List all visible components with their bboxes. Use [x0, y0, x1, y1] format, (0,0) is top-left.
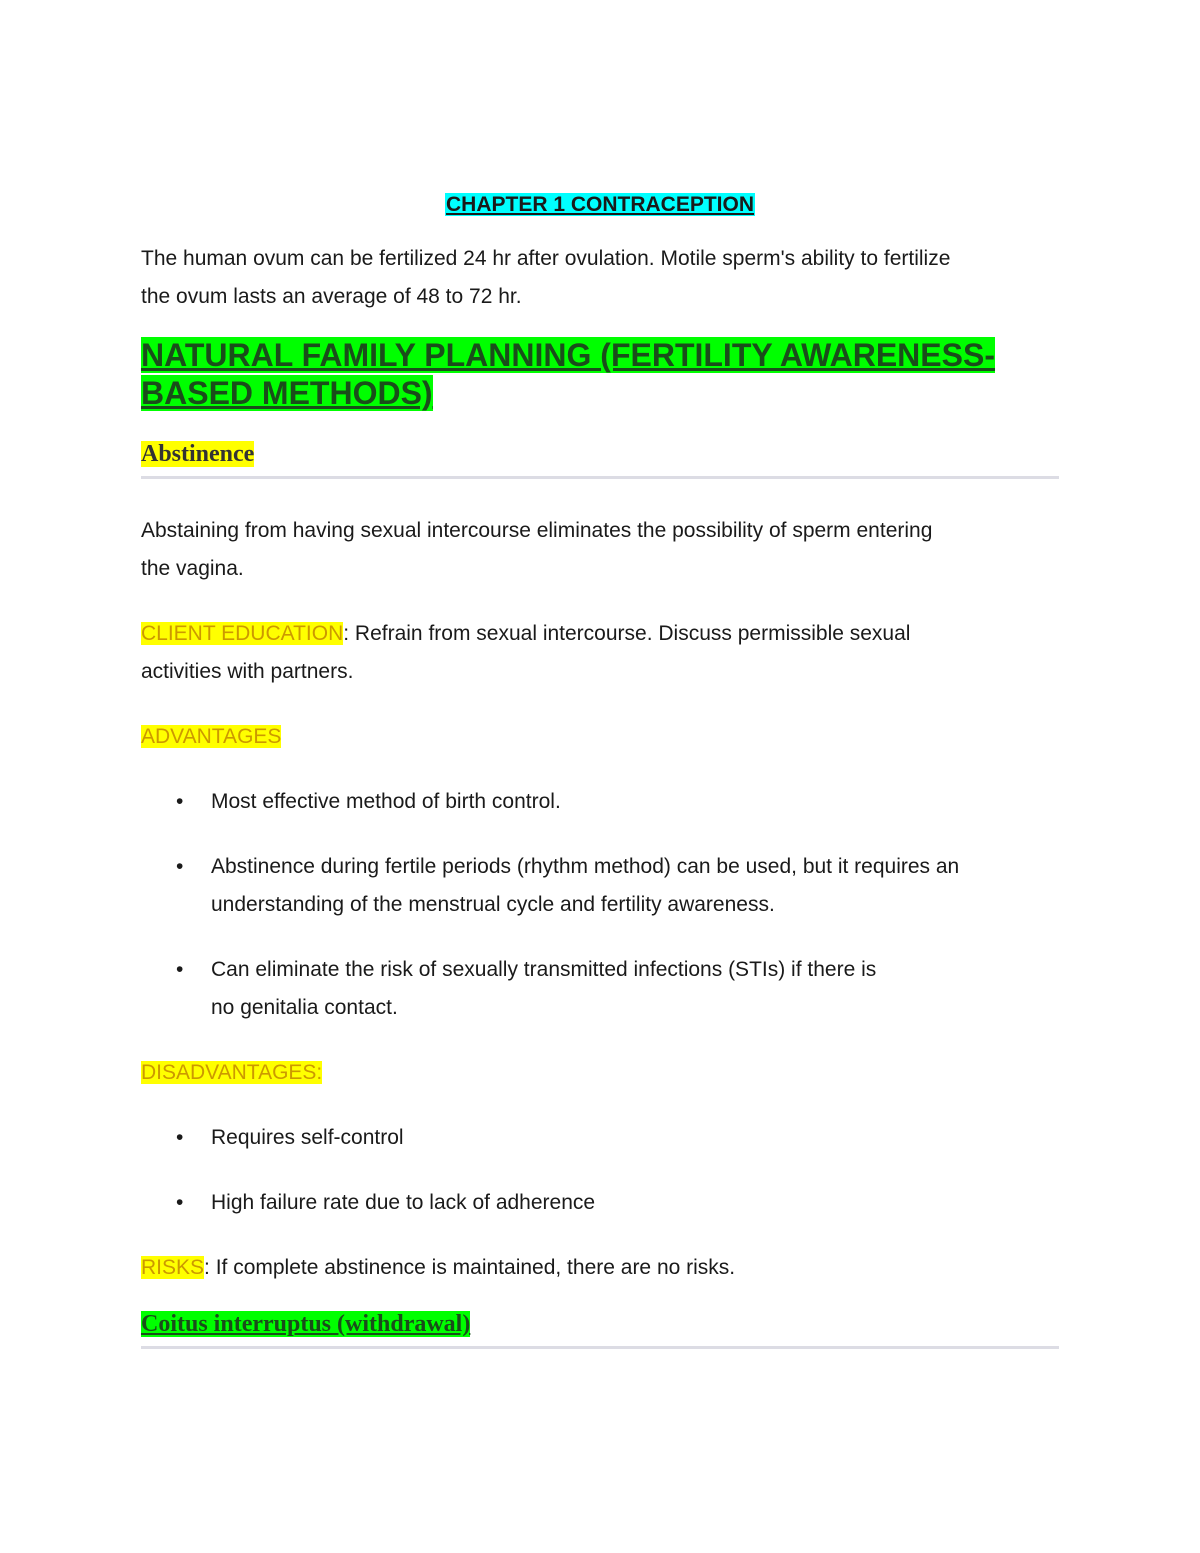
- section-heading-line-1: NATURAL FAMILY PLANNING (FERTILITY AWARENESS-: [141, 337, 995, 373]
- section-heading-line-2: BASED METHODS): [141, 375, 433, 411]
- bullet-icon: •: [176, 1191, 184, 1214]
- advantages-label: ADVANTAGES: [141, 725, 282, 748]
- intro-paragraph: [141, 240, 1059, 316]
- chapter-title: CHAPTER 1 CONTRACEPTION: [445, 193, 755, 217]
- bullet-icon: •: [176, 790, 184, 813]
- divider-rule: [141, 1346, 1059, 1349]
- list-item: • Abstinence during fertile periods (rhythm method) can be used, but it requires an understanding of the menstrual cycle and fertility awareness.: [211, 848, 1059, 924]
- client-education-paragraph: CLIENT EDUCATION: Refrain from sexual intercourse. Discuss permissible sexual activities with partners.: [141, 622, 911, 683]
- bullet-icon: •: [176, 958, 184, 981]
- abstinence-description: Abstaining from having sexual intercourse eliminates the possibility of sperm entering the vagina.: [141, 519, 933, 580]
- client-education-label: CLIENT EDUCATION: [141, 622, 344, 645]
- disadvantages-label: DISADVANTAGES:: [141, 1061, 323, 1084]
- section-heading-natural-family-planning: [141, 336, 1059, 412]
- disadvantages-label-paragraph: [141, 1054, 1059, 1092]
- list-item: • High failure rate due to lack of adherence: [211, 1184, 1059, 1222]
- list-item: • Most effective method of birth control.: [211, 783, 1059, 821]
- list-item: • Can eliminate the risk of sexually transmitted infections (STIs) if there is no genitalia contact.: [211, 951, 1059, 1027]
- bullet-icon: •: [176, 1126, 184, 1149]
- subheading-coitus-interruptus: Coitus interruptus (withdrawal): [141, 1311, 471, 1337]
- subheading-abstinence: Abstinence: [141, 441, 255, 467]
- risks-paragraph: RISKS: If complete abstinence is maintained, there are no risks.: [141, 1256, 736, 1279]
- advantages-label-paragraph: [141, 718, 1059, 756]
- risks-label: RISKS: [141, 1256, 205, 1279]
- intro-line-2: the ovum lasts an average of 48 to 72 hr.: [141, 285, 522, 308]
- list-item: • Requires self-control: [211, 1119, 1059, 1157]
- bullet-icon: •: [176, 855, 184, 878]
- divider-rule: [141, 476, 1059, 479]
- intro-line-1: The human ovum can be fertilized 24 hr after ovulation. Motile sperm's ability to fertilize: [141, 247, 951, 270]
